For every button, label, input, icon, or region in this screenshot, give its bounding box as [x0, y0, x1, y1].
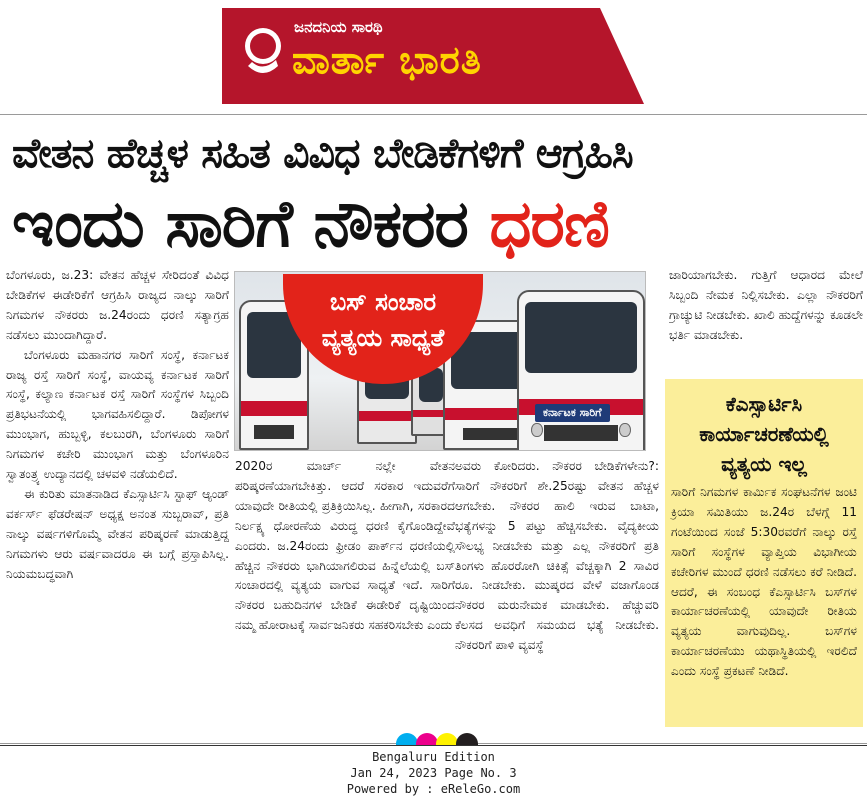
- masthead-tagline: ಜನದನಿಯ ಸಾರಥಿ: [294, 18, 383, 36]
- globe-hand-logo-icon: [238, 22, 288, 82]
- sidebar-title-line2: ಕಾರ್ಯಾಚರಣೆಯಲ್ಲಿ: [699, 422, 829, 446]
- masthead: [222, 8, 644, 104]
- article-column-3: [455, 457, 659, 739]
- article-column-4: [669, 266, 863, 376]
- bus-destination-sign: ಕರ್ನಾಟಕ ಸಾರಿಗೆ: [535, 404, 610, 422]
- sidebar-title-line3: ವ್ಯತ್ಯಯ ಇಲ್ಲ: [721, 452, 807, 476]
- photo-badge-line1: ಬಸ್ ಸಂಚಾರ: [329, 288, 437, 316]
- masthead-brand: ವಾರ್ತಾ ಭಾರತಿ: [292, 38, 482, 82]
- headline-line2-main: ಇಂದು ಸಾರಿಗೆ ನೌಕರರ: [12, 187, 468, 262]
- date-page-label: Jan 24, 2023 Page No. 3: [350, 766, 517, 780]
- headline-line1: ವೇತನ ಹೆಚ್ಚಳ ಸಹಿತ ವಿವಿಧ ಬೇಡಿಕೆಗಳಿಗೆ ಆಗ್ರಹಿಸಿ: [12, 129, 633, 177]
- article-column-1: [6, 266, 229, 736]
- article-paragraph: ಬೆಂಗಳೂರು, ಜ.23: ವೇತನ ಹೆಚ್ಚಳ ಸೇರಿದಂತೆ ವಿವಿಧ ಬೇಡಿಕೆಗಳ ಈಡೇರಿಕೆಗೆ ಆಗ್ರಹಿಸಿ ರಾಜ್ಯದ ನಾಲ್ಕು ಸಾರಿಗೆ ನಿಗಮಗಳ ನೌಕರರು ಜ.24ರಂದು ಧರಣಿ ಸತ್ಯಾಗ್ರಹ ನಡೆಸಲು ಮುಂದಾಗಿದ್ದಾರೆ.: [6, 268, 229, 342]
- bus-photo: [234, 271, 646, 451]
- sidebar-title-line1: ಕೆಎಸ್ಸಾರ್ಟಿಸಿ: [725, 392, 803, 416]
- powered-by-label: Powered by : eReleGo.com: [346, 782, 521, 796]
- headline-highlight-word: ಧರಣಿ: [489, 187, 609, 262]
- article-paragraph: 2020ರ ಮಾರ್ಚ್ ನಲ್ಲೇ ವೇತನ ಪರಿಷ್ಕರಣೆಯಾಗಬೇಕಿತ್ತು. ಆದರೆ ಸರಕಾರ ಇದುವರೆಗೆ ಯಾವುದೇ ರೀತಿಯಲ್ಲಿ ಪ್ರತಿಕ್ರಿಯಿಸಿಲ್ಲ. ಹೀಗಾಗಿ, ಸರಕಾರದ ನಿರ್ಲಕ್ಷ್ಯ ಧೋರಣೆಯ ವಿರುದ್ಧ ಧರಣಿ ಕೈಗೊಂಡಿದ್ದೇವೆ ಎಂದರು. ಜ.24ರಂದು ಫ್ರೀಡಂ ಪಾರ್ಕ್‌ನ ಧರಣಿಯಲ್ಲಿ ಹೆಚ್ಚಿನ ನೌಕರರು ಭಾಗಿಯಾಗಲಿರುವ ಹಿನ್ನೆಲೆಯಲ್ಲಿ ಬಸ್ ಸಂಚಾರದಲ್ಲಿ ವ್ಯತ್ಯಯ ವಾಗುವ ಸಾಧ್ಯತೆ ಇದೆ. ಸಾರಿಗೆ ನೌಕರರ ಬಹುದಿನಗಳ ಬೇಡಿಕೆ ಈಡೇರಿಕೆ ದೃಷ್ಟಿಯಿಂದ ನಮ್ಮ ಹೋರಾಟಕ್ಕೆ ಸಾರ್ವಜನಿಕರು ಸಹಕರಿಸಬೇಕು ಎಂದು: [235, 459, 455, 633]
- article-column-2: [235, 457, 455, 739]
- sidebar-box: [665, 379, 863, 727]
- article-paragraph: ಅವರು ಕೋರಿದರು. ನೌಕರರ ಬೇಡಿಕೆಗಳೇನು?: ಸಾರಿಗೆ ನೌಕರರಿಗೆ ಶೇ.25ರಷ್ಟು ವೇತನ ಹೆಚ್ಚಳ ಆಗಬೇಕು. ನೌಕರರ ಹಾಲಿ ಇರುವ ಬಾಟಾ, ಭತ್ಯೆಗಳನ್ನು 5 ಪಟ್ಟು ಹೆಚ್ಚಿಸಬೇಕು. ವೈದ್ಯಕೀಯ ಸೌಲಭ್ಯ ನೀಡಬೇಕು ಮತ್ತು ಎಲ್ಲ ನೌಕರರಿಗೆ ಪ್ರತಿ ತಿಂಗಳು ಹೊರರೋಗಿ ಚಿಕಿತ್ಸೆ ವೆಚ್ಚಕ್ಕಾಗಿ 2 ಸಾವಿರ ರೂ. ನೀಡಬೇಕು. ಮುಷ್ಕರದ ವೇಳೆ ವಜಾಗೊಂಡ ನೌಕರರ ಮರುನೇಮಕ ಮಾಡಬೇಕು. ಹೆಚ್ಚುವರಿ ಕೆಲಸದ ಅವಧಿಗೆ ಸಮಯದ ಭತ್ಯೆ ನೀಡಬೇಕು. ನೌಕರರಿಗೆ ಪಾಳಿ ವ್ಯವಸ್ಥೆ: [455, 459, 659, 653]
- article-paragraph: ಜಾರಿಯಾಗಬೇಕು. ಗುತ್ತಿಗೆ ಆಧಾರದ ಮೇಲೆ ಸಿಬ್ಬಂದಿ ನೇಮಕ ನಿಲ್ಲಿಸಬೇಕು. ಎಲ್ಲಾ ನೌಕರರಿಗೆ ಗ್ರಾಚ್ಯುಟಿ ನೀಡಬೇಕು. ಖಾಲಿ ಹುದ್ದೆಗಳನ್ನು ಕೂಡಲೇ ಭರ್ತಿ ಮಾಡಬೇಕು.: [669, 268, 863, 342]
- article-paragraph: ಬೆಂಗಳೂರು ಮಹಾನಗರ ಸಾರಿಗೆ ಸಂಸ್ಥೆ, ಕರ್ನಾಟಕ ರಾಜ್ಯ ರಸ್ತೆ ಸಾರಿಗೆ ಸಂಸ್ಥೆ, ವಾಯವ್ಯ ಕರ್ನಾಟಕ ಸಾರಿಗೆ ಸಂಸ್ಥೆ, ಕಲ್ಯಾಣ ಕರ್ನಾಟಕ ರಸ್ತೆ ಸಾರಿಗೆ ಸಂಸ್ಥೆಗಳ ಸಿಬ್ಬಂದಿ ಪ್ರತಿಭಟನೆಯಲ್ಲಿ ಭಾಗವಹಿಸಲಿದ್ದಾರೆ. ಡಿಪೋಗಳ ಮುಂಭಾಗ, ಹುಬ್ಬಳ್ಳಿ, ಕಲಬುರಗಿ, ಬೆಂಗಳೂರು ಸಾರಿಗೆ ನಿಗಮಗಳ ಕಚೇರಿ ಮುಂಭಾಗ ಮತ್ತು ಬೆಂಗಳೂರಿನ ಸ್ವಾತಂತ್ರ್ಯ ಉದ್ಯಾನದಲ್ಲಿ ಚಳವಳಿ ನಡೆಯಲಿದೆ.: [6, 347, 229, 482]
- article-paragraph: ಈ ಕುರಿತು ಮಾತನಾಡಿದ ಕೆಎಸ್ಸಾರ್ಟಿಸಿ ಸ್ಟಾಫ್ ಆ್ಯಂಡ್ ವರ್ಕರ್ಸ್ ಫೆಡರೇಷನ್ ಅಧ್ಯಕ್ಷ ಅನಂತ ಸುಬ್ಬರಾವ್, ಪ್ರತಿ ನಾಲ್ಕು ವರ್ಷಗಳಿಗೊಮ್ಮೆ ವೇತನ ಪರಿಷ್ಕರಣೆ ಮಾಡುತ್ತಿದ್ದ ನಿಗಮಗಳು ಆರು ವರ್ಷವಾದರೂ ಈ ಬಗ್ಗೆ ಪ್ರಸ್ತಾಪಿಸಿಲ್ಲ. ನಿಯಮಬದ್ಧವಾಗಿ: [6, 486, 229, 581]
- footer-divider: [0, 745, 867, 746]
- article-frame: [0, 114, 867, 744]
- bus-illustration: [517, 290, 645, 451]
- edition-label: Bengaluru Edition: [372, 750, 495, 764]
- photo-badge-line2: ವ್ಯತ್ಯಯ ಸಾಧ್ಯತೆ: [321, 324, 445, 352]
- sidebar-body: ಸಾರಿಗೆ ನಿಗಮಗಳ ಕಾರ್ಮಿಕ ಸಂಘಟನೆಗಳ ಜಂಟಿ ಕ್ರಿಯಾ ಸಮಿತಿಯು ಜ.24ರ ಬೆಳಗ್ಗೆ 11 ಗಂಟೆಯಿಂದ ಸಂಜೆ 5:30ರವರೆಗೆ ನಾಲ್ಕು ರಸ್ತೆ ಸಾರಿಗೆ ಸಂಸ್ಥೆಗಳ ವ್ಯಾಪ್ತಿಯ ವಿಭಾಗೀಯ ಕಚೇರಿಗಳ ಮುಂದೆ ಧರಣಿ ನಡೆಸಲು ಕರೆ ನೀಡಿದೆ. ಆದರೆ, ಈ ಸಂಬಂಧ ಕೆಎಸ್ಸಾರ್ಟಿಸಿ ಬಸ್‌ಗಳ ಕಾರ್ಯಾಚರಣೆಯಲ್ಲಿ ಯಾವುದೇ ರೀತಿಯ ವ್ಯತ್ಯಯ ವಾಗುವುದಿಲ್ಲ. ಬಸ್‌ಗಳ ಕಾರ್ಯಾಚರಣೆಯು ಯಥಾಸ್ಥಿತಿಯಲ್ಲಿ ಇರಲಿದೆ ಎಂದು ಸಂಸ್ಥೆ ಪ್ರಕಟಣೆ ನೀಡಿದೆ.: [671, 485, 857, 679]
- headline-line2: [12, 187, 862, 263]
- sidebar-title: [665, 379, 863, 479]
